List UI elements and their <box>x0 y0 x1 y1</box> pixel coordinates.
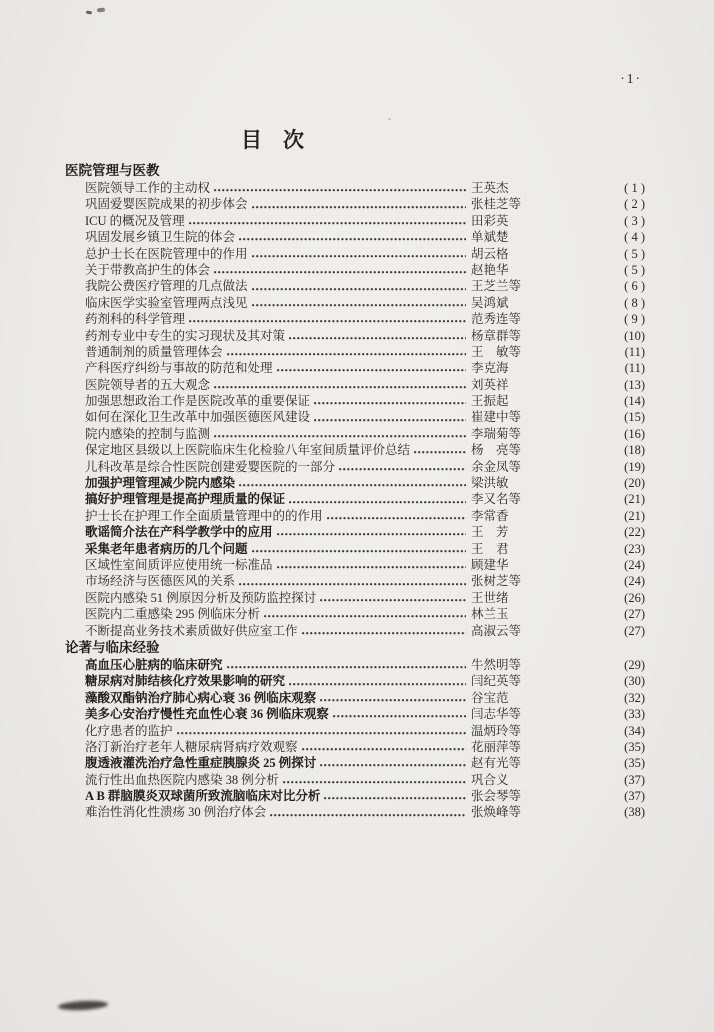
toc-entry <box>65 690 645 706</box>
toc-entry <box>65 788 645 804</box>
entry-page: (15) <box>624 410 645 425</box>
entry-author: 杨章群等 <box>471 328 522 343</box>
scan-artifact <box>97 8 105 13</box>
entry-title: 医院内二重感染 295 例临床分析 <box>85 607 261 622</box>
entry-page: (13) <box>624 377 645 392</box>
scan-artifact <box>388 118 391 120</box>
toc-entry <box>65 328 645 344</box>
toc-entry <box>65 229 645 245</box>
toc-entry <box>65 295 645 311</box>
entry-page: (35) <box>624 739 645 754</box>
entry-author: 闫纪英等 <box>471 674 522 689</box>
dot-leader <box>277 526 466 538</box>
entry-author: 王 君 <box>471 541 509 556</box>
toc-entry <box>65 706 645 722</box>
entry-title: 区域性室间质评应使用统一标准品 <box>85 557 273 572</box>
dot-leader <box>414 444 466 456</box>
dot-leader <box>177 725 466 737</box>
entry-author: 李常香 <box>471 508 509 523</box>
entry-page: (24) <box>624 557 645 572</box>
entry-title: A B 群脑膜炎双球菌所致流脑临床对比分析 <box>85 789 321 804</box>
toc-entry <box>65 657 645 673</box>
section-entries <box>65 657 645 821</box>
toc-entry <box>65 723 645 739</box>
section-heading: 医院管理与医教 <box>65 163 160 178</box>
entry-page: ( 5 ) <box>624 246 645 261</box>
entry-page: ( 8 ) <box>624 295 645 310</box>
entry-author: 林兰玉 <box>471 607 509 622</box>
entry-author: 赵艳华 <box>471 262 509 277</box>
toc <box>65 162 645 821</box>
entry-author: 张会琴等 <box>471 789 522 804</box>
toc-entry <box>65 377 645 393</box>
dot-leader <box>277 559 466 571</box>
dot-leader <box>302 741 466 753</box>
entry-author: 温炳玲等 <box>471 723 522 738</box>
entry-page: (19) <box>624 459 645 474</box>
entry-page: (22) <box>624 525 645 540</box>
dot-leader <box>314 412 466 424</box>
entry-author: 闫志华等 <box>471 707 522 722</box>
entry-page: (24) <box>624 574 645 589</box>
entry-title: 药剂科的科学管理 <box>85 312 186 327</box>
entry-title: 难治性消化性溃疡 30 例治疗体会 <box>85 805 267 820</box>
entry-page: ( 6 ) <box>624 279 645 294</box>
entry-title: 化疗患者的监护 <box>85 723 173 738</box>
dot-leader <box>289 676 466 688</box>
entry-author: 顾建华 <box>471 557 509 572</box>
toc-entry <box>65 804 645 820</box>
toc-entry <box>65 623 645 639</box>
toc-entry <box>65 541 645 557</box>
dot-leader <box>189 313 466 325</box>
entry-title: 巩固发展乡镇卫生院的体会 <box>85 230 236 245</box>
dot-leader <box>214 264 466 276</box>
dot-leader <box>252 297 466 309</box>
toc-entry <box>65 739 645 755</box>
dot-leader <box>252 248 466 260</box>
toc-entry <box>65 426 645 442</box>
entry-author: 张树芝等 <box>471 574 522 589</box>
entry-author: 单斌楚 <box>471 230 509 245</box>
entry-title: 加强思想政治工作是医院改革的重要保证 <box>85 394 311 409</box>
toc-entry <box>65 196 645 212</box>
entry-title: 儿科改革是综合性医院创建爱婴医院的一部分 <box>85 459 336 474</box>
entry-title: 美多心安治疗慢性充血性心衰 36 例临床观察 <box>85 707 329 722</box>
entry-page: ( 2 ) <box>624 197 645 212</box>
toc-entry <box>65 491 645 507</box>
entry-page: (10) <box>624 328 645 343</box>
toc-entry <box>65 606 645 622</box>
entry-page: ( 3 ) <box>624 213 645 228</box>
entry-page: (34) <box>624 723 645 738</box>
toc-entry <box>65 246 645 262</box>
entry-author: 胡云格 <box>471 246 509 261</box>
dot-leader <box>239 576 466 588</box>
entry-page: (26) <box>624 590 645 605</box>
entry-author: 李又名等 <box>471 492 522 507</box>
entry-page: (16) <box>624 426 645 441</box>
entry-title: 加强护理管理减少院内感染 <box>85 476 236 491</box>
entry-author: 赵有光等 <box>471 756 522 771</box>
dot-leader <box>320 757 466 769</box>
toc-entry <box>65 590 645 606</box>
entry-title: 药剂专业中专生的实习现状及其对策 <box>85 328 286 343</box>
entry-page: (29) <box>624 657 645 672</box>
toc-entry <box>65 180 645 196</box>
entry-title: 市场经济与医德医风的关系 <box>85 574 236 589</box>
entry-page: (20) <box>624 476 645 491</box>
entry-title: 采集老年患者病历的几个问题 <box>85 541 248 556</box>
entry-title: 如何在深化卫生改革中加强医德医风建设 <box>85 410 311 425</box>
entry-title: 护士长在护理工作全面质量管理中的的作用 <box>85 508 323 523</box>
entry-author: 张桂芝等 <box>471 197 522 212</box>
entry-author: 王 敏等 <box>471 344 522 359</box>
toc-entry <box>65 755 645 771</box>
dot-leader <box>302 625 466 637</box>
scan-artifact <box>58 1000 108 1012</box>
toc-entry <box>65 459 645 475</box>
entry-title: 歌谣简介法在产科学教学中的应用 <box>85 525 273 540</box>
dot-leader <box>189 215 466 227</box>
entry-author: 田彩英 <box>471 213 509 228</box>
page-title: 目 次 <box>241 128 304 152</box>
entry-author: 李克海 <box>471 361 509 376</box>
entry-author: 牛然明等 <box>471 657 522 672</box>
entry-title: 医院领导工作的主动权 <box>85 181 211 195</box>
toc-entry <box>65 213 645 229</box>
dot-leader <box>239 477 466 489</box>
entry-page: (37) <box>624 772 645 787</box>
toc-entry <box>65 278 645 294</box>
entry-page: (27) <box>624 607 645 622</box>
entry-author: 花丽萍等 <box>471 739 522 754</box>
entry-title: 保定地区县级以上医院临床生化检验八年室间质量评价总结 <box>85 443 411 458</box>
entry-author: 吴鸿斌 <box>471 295 509 310</box>
scan-artifact <box>86 11 92 15</box>
entry-title: 我院公费医疗管理的几点做法 <box>85 279 248 294</box>
entry-title: 藻酸双酯钠治疗肺心病心衰 36 例临床观察 <box>85 690 317 705</box>
entry-title: 普通制剂的质量管理体会 <box>85 344 223 359</box>
toc-entry <box>65 475 645 491</box>
dot-leader <box>320 592 466 604</box>
dot-leader <box>214 379 466 391</box>
toc-entry <box>65 409 645 425</box>
entry-page: (11) <box>624 344 645 359</box>
toc-entry <box>65 344 645 360</box>
entry-title: 总护士长在医院管理中的作用 <box>85 246 248 261</box>
entry-page: (30) <box>624 674 645 689</box>
entry-author: 王振起 <box>471 394 509 409</box>
entry-title: 流行性出血热医院内感染 38 例分析 <box>85 772 279 787</box>
entry-author: 杨 亮等 <box>471 443 522 458</box>
entry-page: (32) <box>624 690 645 705</box>
entry-author: 王英杰 <box>471 181 509 195</box>
entry-title: 临床医学实验室管理两点浅见 <box>85 295 248 310</box>
entry-author: 余金凤等 <box>471 459 522 474</box>
toc-entry <box>65 673 645 689</box>
entry-page: (38) <box>624 805 645 820</box>
dot-leader <box>339 461 466 473</box>
entry-page: ( 5 ) <box>624 262 645 277</box>
dot-leader <box>327 510 466 522</box>
entry-title: 不断提高业务技术素质做好供应室工作 <box>85 623 298 638</box>
entry-author: 王 芳 <box>471 525 509 540</box>
entry-title: ICU 的概况及管理 <box>85 213 185 228</box>
entry-page: (18) <box>624 443 645 458</box>
entry-author: 张焕峰等 <box>471 805 522 820</box>
entry-page: (11) <box>624 361 645 376</box>
entry-author: 谷宝范 <box>471 690 509 705</box>
toc-entry <box>65 557 645 573</box>
dot-leader <box>314 395 466 407</box>
dot-leader <box>289 330 466 342</box>
dot-leader <box>324 790 466 802</box>
entry-page: ( 4 ) <box>624 230 645 245</box>
entry-title: 糖尿病对肺结核化疗效果影响的研究 <box>85 674 286 689</box>
entry-author: 刘英祥 <box>471 377 509 392</box>
dot-leader <box>252 199 466 211</box>
toc-entry <box>65 393 645 409</box>
toc-entry <box>65 508 645 524</box>
entry-author: 梁洪敏 <box>471 476 509 491</box>
entry-page: (27) <box>624 623 645 638</box>
entry-author: 范秀连等 <box>471 312 522 327</box>
entry-title: 医院领导者的五大观念 <box>85 377 211 392</box>
dot-leader <box>214 428 466 440</box>
dot-leader <box>264 608 466 620</box>
entry-page: (35) <box>624 756 645 771</box>
entry-title: 巩固爱婴医院成果的初步体会 <box>85 197 248 212</box>
dot-leader <box>239 231 466 243</box>
entry-author: 李瑞菊等 <box>471 426 522 441</box>
entry-title: 院内感染的控制与监测 <box>85 426 211 441</box>
toc-section <box>65 162 645 639</box>
entry-title: 医院内感染 51 例原因分析及预防监控探讨 <box>85 590 317 605</box>
dot-leader <box>277 362 466 374</box>
dot-leader <box>283 774 466 786</box>
entry-page: (23) <box>624 541 645 556</box>
entry-author: 巩合义 <box>471 772 509 787</box>
toc-entry <box>65 311 645 327</box>
dot-leader <box>227 346 466 358</box>
entry-page: (14) <box>624 394 645 409</box>
entry-page: (21) <box>624 492 645 507</box>
dot-leader <box>252 543 466 555</box>
dot-leader <box>289 494 466 506</box>
dot-leader <box>227 659 466 671</box>
dot-leader <box>333 708 466 720</box>
toc-entry <box>65 524 645 540</box>
entry-title: 搞好护理管理是提高护理质量的保证 <box>85 492 286 507</box>
toc-entry <box>65 262 645 278</box>
entry-title: 产科医疗纠纷与事故的防范和处理 <box>85 361 273 376</box>
toc-entry <box>65 442 645 458</box>
section-heading: 论著与临床经验 <box>65 639 160 655</box>
toc-entry <box>65 360 645 376</box>
entry-author: 高淑云等 <box>471 623 522 638</box>
entry-author: 王芝兰等 <box>471 279 522 294</box>
dot-leader <box>270 807 466 819</box>
entry-title: 关于带教高护生的体会 <box>85 262 211 277</box>
entry-title: 洛汀新治疗老年人糖尿病肾病疗效观察 <box>85 739 298 754</box>
page-number: ·1· <box>620 71 642 86</box>
entry-page: (37) <box>624 789 645 804</box>
toc-entry <box>65 573 645 589</box>
entry-author: 王世绪 <box>471 590 509 605</box>
entry-title: 腹透液灌洗治疗急性重症胰腺炎 25 例探讨 <box>85 756 317 771</box>
entry-page: (33) <box>624 707 645 722</box>
entry-title: 高血压心脏病的临床研究 <box>85 657 223 672</box>
dot-leader <box>320 692 466 704</box>
section-entries <box>65 180 645 639</box>
entry-author: 崔建中等 <box>471 410 522 425</box>
dot-leader <box>214 182 466 194</box>
entry-page: ( 9 ) <box>624 312 645 327</box>
toc-section <box>65 639 645 821</box>
dot-leader <box>252 281 466 293</box>
entry-page: ( 1 ) <box>624 181 645 195</box>
toc-entry <box>65 772 645 788</box>
entry-page: (21) <box>624 508 645 523</box>
